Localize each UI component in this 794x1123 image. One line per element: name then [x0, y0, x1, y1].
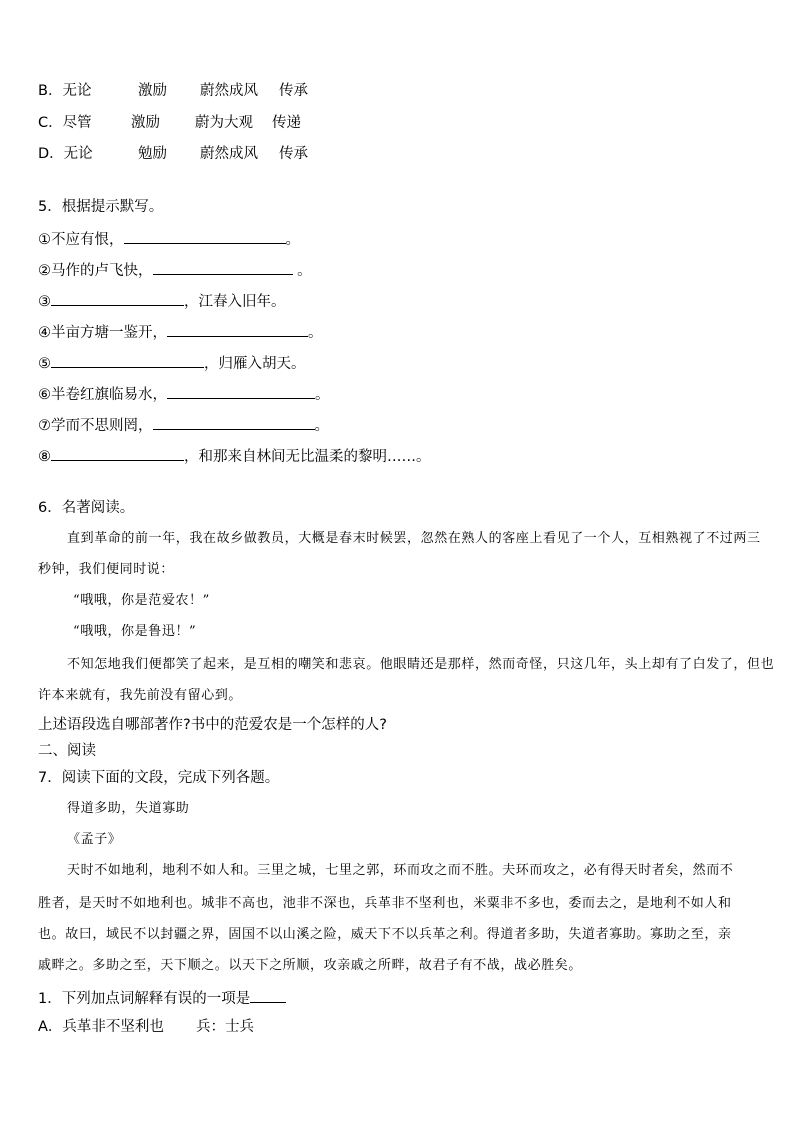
- q5-item-6: [38, 384, 330, 404]
- item-suffix: 。: [315, 387, 330, 403]
- q7-title: 7．阅读下面的文段，完成下列各题。: [38, 770, 280, 786]
- subquestion-text: 1．下列加点词解释有误的一项是: [38, 991, 251, 1007]
- option-letter: C．尽管: [38, 115, 92, 131]
- item-prefix: ②马作的卢飞快，: [38, 263, 153, 279]
- item-prefix: ⑦学而不思则罔，: [38, 418, 153, 434]
- option-word: 激励: [131, 115, 160, 131]
- answer-blank[interactable]: [153, 260, 293, 275]
- answer-blank[interactable]: [51, 353, 204, 368]
- q6-question: 上述语段选自哪部著作?书中的范爱农是一个怎样的人?: [38, 717, 387, 733]
- q5-item-4: [38, 322, 323, 342]
- answer-blank[interactable]: [51, 291, 184, 306]
- q5-item-5: [38, 353, 306, 373]
- option-word: 蔚然成风: [200, 83, 258, 99]
- option-explanation: 兵：士兵: [196, 1019, 254, 1035]
- q5-item-3: [38, 291, 286, 311]
- item-suffix: ，归雁入胡天。: [204, 356, 306, 372]
- q7-subquestion-1: [38, 988, 286, 1008]
- q6-title: 6．名著阅读。: [38, 500, 135, 516]
- option-word: 传承: [279, 146, 308, 162]
- answer-blank[interactable]: [250, 988, 286, 1003]
- item-suffix: 。: [285, 232, 300, 248]
- item-prefix: ①不应有恨，: [38, 232, 124, 248]
- q6-quote-1: “哦哦，你是范爱农！”: [73, 593, 210, 608]
- option-word: 传递: [272, 115, 301, 131]
- q5-item-8: [38, 446, 431, 466]
- q5-title: 5．根据提示默写。: [38, 199, 164, 215]
- item-suffix: 。: [314, 418, 329, 434]
- item-prefix: ⑥半卷红旗临易水，: [38, 387, 167, 403]
- q7-passage-title: 得道多助，失道寡助: [67, 801, 190, 816]
- q6-paragraph-2: 不知怎地我们便都笑了起来，是互相的嘲笑和悲哀。他眼睛还是那样，然而奇怪，只这几年，头上却有了白发了，但也: [67, 657, 775, 672]
- q6-paragraph-2-cont: 许本来就有，我先前没有留心到。: [38, 688, 243, 703]
- answer-blank[interactable]: [124, 229, 286, 244]
- option-word: 蔚为大观: [195, 115, 253, 131]
- item-prefix: ④半亩方塘一鉴开，: [38, 325, 167, 341]
- option-word: 蔚然成风: [200, 146, 258, 162]
- item-prefix: ⑤: [38, 356, 51, 372]
- q7-passage-source: 《孟子》: [67, 832, 122, 847]
- answer-blank[interactable]: [167, 384, 315, 399]
- q5-item-1: [38, 229, 300, 249]
- item-suffix: ，江春入旧年。: [184, 294, 286, 310]
- item-suffix: 。: [292, 263, 312, 279]
- item-prefix: ⑧: [38, 449, 51, 465]
- q6-quote-2: “哦哦，你是鲁迅！”: [73, 624, 197, 639]
- item-suffix: 。: [308, 325, 323, 341]
- item-prefix: ③: [38, 294, 51, 310]
- answer-blank[interactable]: [153, 415, 315, 430]
- q5-item-7: [38, 415, 329, 435]
- answer-blank[interactable]: [51, 446, 184, 461]
- q7-passage-line-3: 也。故曰，域民不以封疆之界，固国不以山溪之险，威天下不以兵革之利。得道者多助，失道者寡助。寡助之至，亲: [38, 927, 732, 942]
- answer-blank[interactable]: [167, 322, 308, 337]
- option-word: 激励: [138, 83, 167, 99]
- q6-paragraph-1-cont: 秒钟，我们便同时说：: [38, 562, 175, 577]
- section-heading: 二、阅读: [38, 743, 96, 759]
- option-letter: B．无论: [38, 83, 92, 99]
- q7-passage-line-2: 胜者，是天时不如地利也。城非不高也，池非不深也，兵革非不坚利也，米粟非不多也，委而去之，是地利不如人和: [38, 896, 732, 911]
- option-word: 勉励: [138, 146, 167, 162]
- item-suffix: ，和那来自林间无比温柔的黎明……。: [184, 449, 431, 465]
- option-word: 传承: [279, 83, 308, 99]
- q7-passage-line-4: 戚畔之。多助之至，天下顺之。以天下之所顺，攻亲戚之所畔，故君子有不战，战必胜矣。: [38, 958, 583, 973]
- option-letter: D．无论: [38, 146, 93, 162]
- option-text: A．兵革非不坚利也: [38, 1019, 164, 1035]
- q6-paragraph-1: 直到革命的前一年，我在故乡做教员，大概是春末时候罢，忽然在熟人的客座上看见了一个人，互相熟视了不过两三: [67, 531, 761, 546]
- q5-item-2: [38, 260, 312, 280]
- q7-passage-line-1: 天时不如地利，地利不如人和。三里之城，七里之郭，环而攻之而不胜。夫环而攻之，必有得天时者矣，然而不: [67, 863, 734, 878]
